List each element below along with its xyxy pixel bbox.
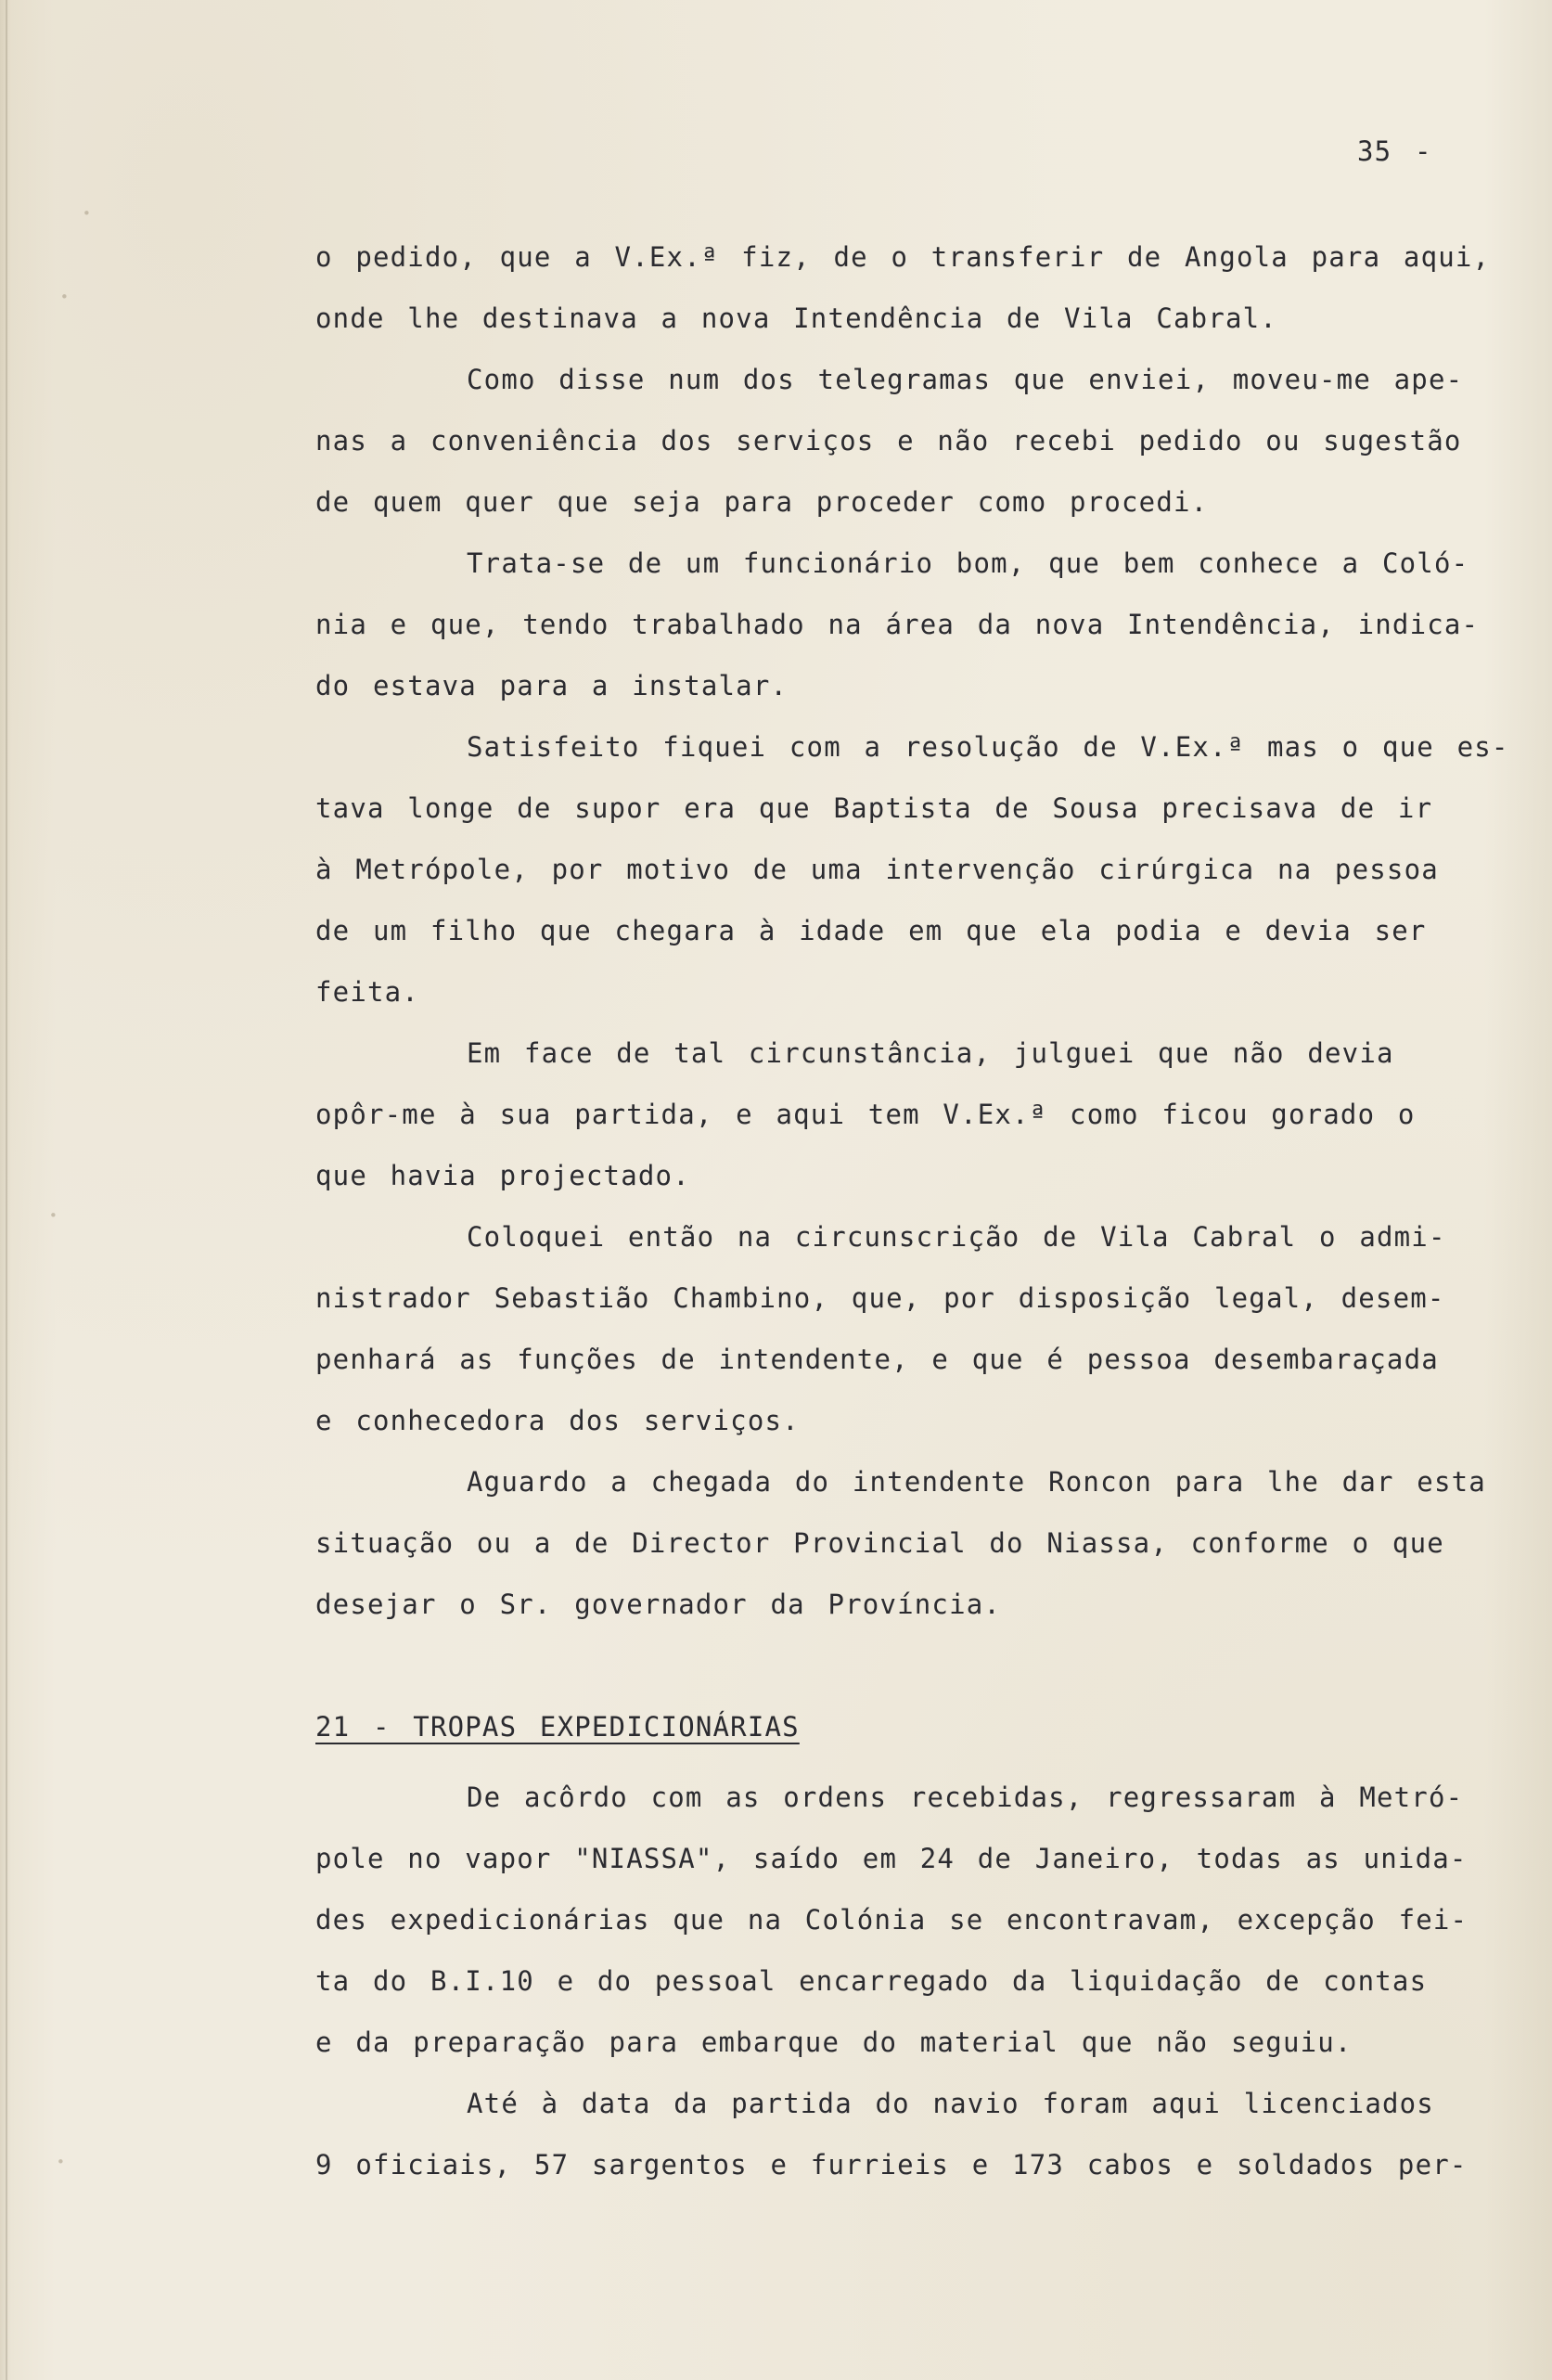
text-line: Satisfeito fiquei com a resolução de V.Ex.ª mas o que es- <box>467 731 1509 763</box>
text-line: penhará as funções de intendente, e que é pessoa desembaraçada <box>315 1344 1439 1375</box>
text-line: tava longe de supor era que Baptista de Sousa precisava de ir <box>315 792 1433 824</box>
text-line: feita. <box>315 976 419 1008</box>
text-line: Até à data da partida do navio foram aqui licenciados <box>467 2088 1434 2119</box>
text-line: De acôrdo com as ordens recebidas, regressaram à Metró- <box>467 1782 1464 1813</box>
text-line: de quem quer que seja para proceder como procedi. <box>315 486 1209 518</box>
text-line: Como disse num dos telegramas que enviei, moveu-me ape- <box>467 364 1464 395</box>
text-line: pole no vapor "NIASSA", saído em 24 de Janeiro, todas as unida- <box>315 1843 1468 1874</box>
paper-edge <box>6 0 7 2380</box>
text-line: que havia projectado. <box>315 1160 690 1191</box>
ink-mark: · <box>48 1197 58 1234</box>
text-line: situação ou a de Director Provincial do Niassa, conforme o que <box>315 1527 1444 1559</box>
ink-mark: · <box>59 278 70 315</box>
text-line: o pedido, que a V.Ex.ª fiz, de o transferir de Angola para aqui, <box>315 241 1491 273</box>
text-line: nas a conveniência dos serviços e não recebi pedido ou sugestão <box>315 425 1462 457</box>
text-line: opôr-me à sua partida, e aqui tem V.Ex.ª como ficou gorado o <box>315 1099 1416 1130</box>
text-line: nia e que, tendo trabalhado na área da nova Intendência, indica- <box>315 609 1480 640</box>
text-line: Aguardo a chegada do intendente Roncon para lhe dar esta <box>467 1466 1486 1498</box>
text-line: à Metrópole, por motivo de uma intervenção cirúrgica na pessoa <box>315 854 1439 885</box>
text-line: 9 oficiais, 57 sargentos e furrieis e 173 cabos e soldados per- <box>315 2149 1468 2181</box>
text-line: do estava para a instalar. <box>315 670 789 701</box>
text-line: desejar o Sr. governador da Província. <box>315 1589 1002 1620</box>
text-line: e conhecedora dos serviços. <box>315 1405 800 1436</box>
text-line: des expedicionárias que na Colónia se encontravam, excepção fei- <box>315 1904 1469 1936</box>
text-line: de um filho que chegara à idade em que ela podia e devia ser <box>315 915 1427 946</box>
text-line: nistrador Sebastião Chambino, que, por disposição legal, desem- <box>315 1282 1445 1314</box>
ink-mark: · <box>56 2143 66 2181</box>
text-line: ta do B.I.10 e do pessoal encarregado da liquidação de contas <box>315 1965 1428 1997</box>
text-line: Em face de tal circunstância, julguei que não devia <box>467 1037 1394 1069</box>
text-line: Coloquei então na circunscrição de Vila Cabral o admi- <box>467 1221 1446 1253</box>
section-heading: 21 - TROPAS EXPEDICIONÁRIAS <box>315 1711 800 1743</box>
page-number: 35 - <box>1357 135 1432 167</box>
text-line: onde lhe destinava a nova Intendência de Vila Cabral. <box>315 302 1277 334</box>
text-line: e da preparação para embarque do material que não seguiu. <box>315 2026 1353 2058</box>
text-line: Trata-se de um funcionário bom, que bem conhece a Coló- <box>467 547 1469 579</box>
ink-mark: · <box>82 195 92 232</box>
